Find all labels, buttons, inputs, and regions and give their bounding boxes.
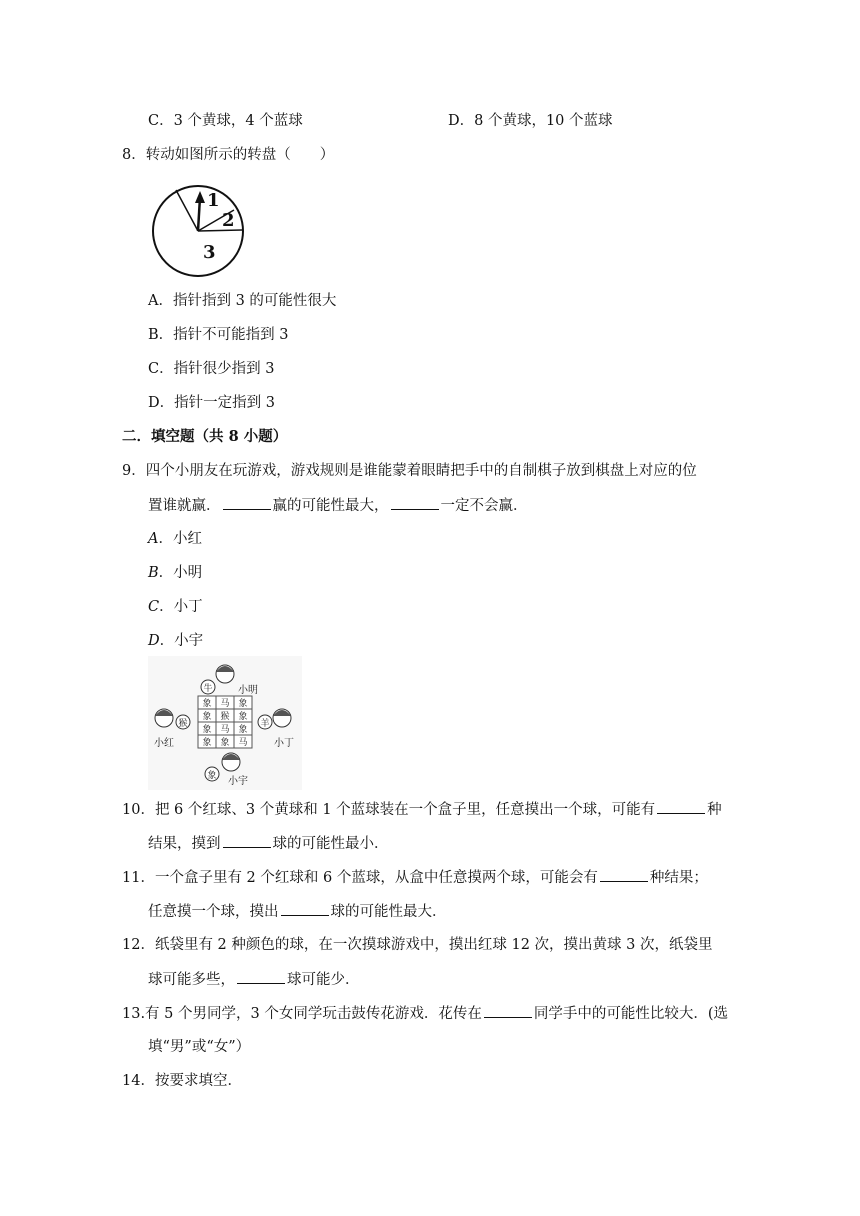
q9-option-d-text: ．小宇 <box>159 633 204 649</box>
cell-r4c1: 象 <box>202 738 212 748</box>
q9-option-c-text: ．小丁 <box>159 599 203 615</box>
q11-text-c: 任意摸一个球，摸出 <box>148 904 279 920</box>
q7-option-c: C．3 个黄球，4 个蓝球 <box>148 113 303 129</box>
name-left: 小红 <box>154 738 174 749</box>
q10-line2 <box>148 833 389 854</box>
q14-line1: 14．按要求填空． <box>122 1073 242 1089</box>
cell-r2c3: 象 <box>238 712 248 722</box>
q7-option-d: D．8 个黄球，10 个蓝球 <box>448 113 613 129</box>
q13-line1 <box>122 1003 728 1024</box>
q10-text-c: 结果，摸到 <box>148 836 221 852</box>
q8-option-c: C．指针很少指到 3 <box>148 361 275 377</box>
q9-blank-2[interactable] <box>391 495 439 510</box>
q11-blank-2[interactable] <box>281 901 329 916</box>
spinner-figure <box>150 183 246 279</box>
q11-line1 <box>122 867 708 888</box>
q13-text-b: 同学手中的可能性比较大．(选 <box>533 1006 728 1022</box>
q11-blank-1[interactable] <box>600 867 648 882</box>
q10-text-b: 种 <box>707 802 722 818</box>
cell-r3c3: 象 <box>238 725 248 735</box>
q8-option-d: D．指针一定指到 3 <box>148 395 275 411</box>
cell-r1c3: 象 <box>238 699 248 709</box>
q9-option-a-text: ．小红 <box>158 531 202 547</box>
section-heading-count: 8 <box>228 428 239 445</box>
q9-text-c: 一定不会赢． <box>440 498 528 514</box>
q9-text-a: 置谁就赢． <box>148 498 221 514</box>
q8-stem: 8．转动如图所示的转盘（ ） <box>122 147 335 163</box>
q10-blank-2[interactable] <box>223 833 271 848</box>
q11-line2 <box>148 901 447 922</box>
token-top-label: 牛 <box>203 684 213 694</box>
q13-blank-1[interactable] <box>484 1003 532 1018</box>
spinner-label-2: 2 <box>222 210 235 231</box>
q10-line1 <box>122 799 722 820</box>
q9-option-b <box>148 563 202 583</box>
q9-option-d-letter: D <box>148 633 160 649</box>
cell-r4c2: 象 <box>220 738 230 748</box>
q9-option-d <box>148 631 203 651</box>
cell-r1c2: 马 <box>220 699 230 709</box>
name-right: 小丁 <box>274 738 294 749</box>
q12-blank-1[interactable] <box>237 969 285 984</box>
q8-option-a: A．指针指到 3 的可能性很大 <box>148 293 337 309</box>
cell-r2c1: 象 <box>202 712 212 722</box>
q9-option-b-letter: B <box>148 565 159 581</box>
q9-line2 <box>148 495 528 516</box>
name-bottom: 小宇 <box>228 776 248 787</box>
q9-option-c-letter: C <box>148 599 160 615</box>
name-top: 小明 <box>238 685 258 696</box>
token-bottom-label: 象 <box>207 771 217 781</box>
cell-r1c1: 象 <box>202 699 212 709</box>
q9-option-c <box>148 597 203 617</box>
spinner-arrowhead <box>195 191 205 203</box>
q9-option-b-text: ．小明 <box>158 565 203 581</box>
q12-line1: 12．纸袋里有 2 种颜色的球，在一次摸球游戏中，摸出红球 12 次，摸出黄球 3 次，纸袋里 <box>122 937 713 953</box>
q12-line2 <box>148 969 360 990</box>
q11-text-b: 种结果； <box>649 870 708 886</box>
q11-text-d: 球的可能性最大． <box>330 904 447 920</box>
q12-text-a: 球可能多些， <box>148 972 235 988</box>
spinner-label-3: 3 <box>203 242 216 263</box>
q9-text-b: 赢的可能性最大， <box>272 498 389 514</box>
cell-r3c2: 马 <box>220 725 230 735</box>
cell-r2c2: 猴 <box>220 712 230 722</box>
spinner-label-1: 1 <box>207 190 220 211</box>
section-heading <box>122 427 287 447</box>
token-right-label: 羊 <box>260 719 270 729</box>
q9-option-a <box>148 529 202 549</box>
q10-blank-1[interactable] <box>657 799 705 814</box>
section-heading-post: 小题） <box>238 428 288 445</box>
cell-r4c3: 马 <box>238 738 248 748</box>
q10-text-d: 球的可能性最小． <box>272 836 389 852</box>
q9-line1: 9．四个小朋友在玩游戏，游戏规则是谁能蒙着眼睛把手中的自制棋子放到棋盘上对应的位 <box>122 463 697 479</box>
token-left-label: 猴 <box>178 719 188 729</box>
q9-blank-1[interactable] <box>223 495 271 510</box>
section-heading-pre: 二．填空题（共 <box>122 428 229 445</box>
q13-line2: 填“男”或“女”） <box>148 1039 251 1055</box>
q11-text-a: 11．一个盒子里有 2 个红球和 6 个蓝球，从盒中任意摸两个球，可能会有 <box>122 870 598 886</box>
q8-option-b: B．指针不可能指到 3 <box>148 327 289 343</box>
cell-r3c1: 象 <box>202 725 212 735</box>
q13-text-a: 13.有 5 个男同学，3 个女同学玩击鼓传花游戏．花传在 <box>122 1006 482 1022</box>
q9-option-a-letter: A <box>148 531 159 547</box>
q9-chessboard-figure <box>148 656 302 790</box>
q12-text-b: 球可能少． <box>287 972 360 988</box>
q10-text-a: 10．把 6 个红球、3 个黄球和 1 个蓝球装在一个盒子里，任意摸出一个球，可能有 <box>122 802 656 818</box>
